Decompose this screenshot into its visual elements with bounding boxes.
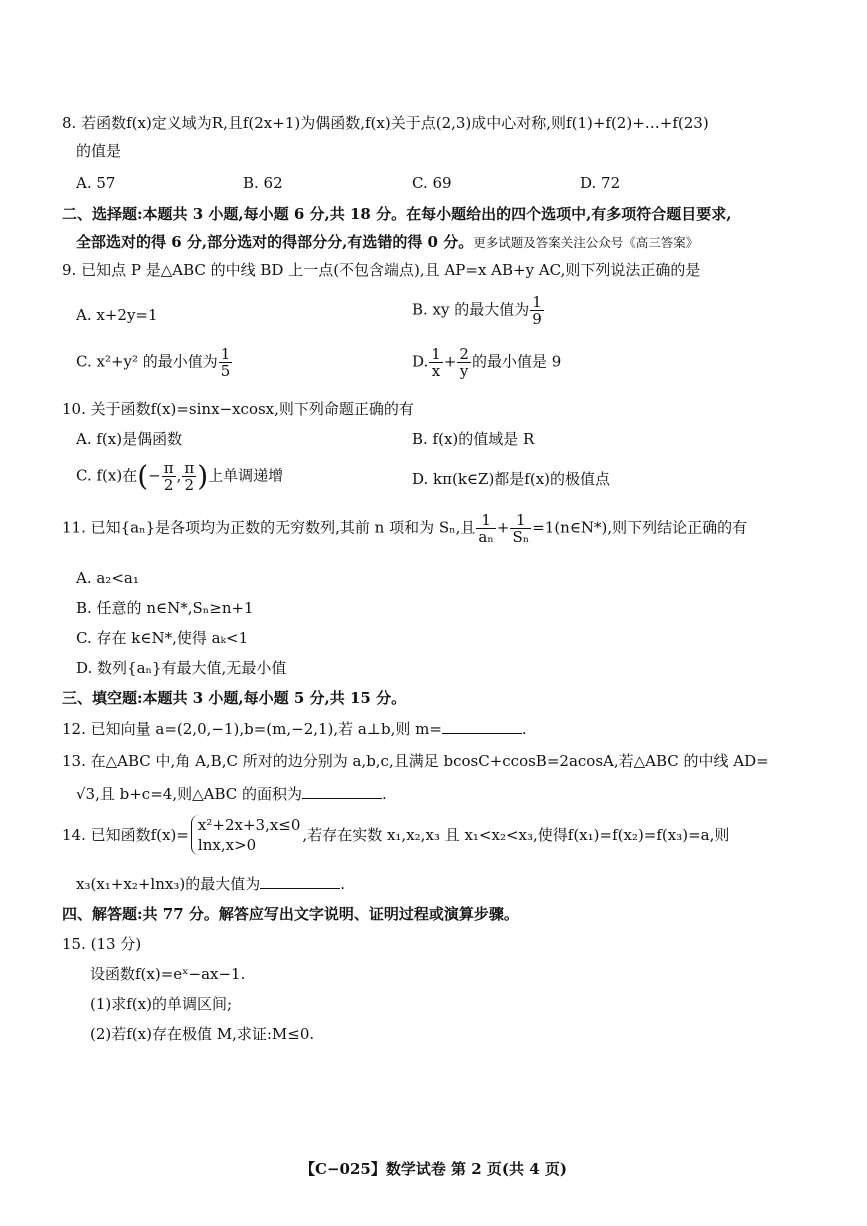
q9-option-d-text: 的最小值是 9: [471, 352, 562, 371]
q10-c-numerator-2: π: [184, 459, 195, 477]
q14-text: x₃(x₁+x₂+lnx₃)的最大值为: [76, 875, 261, 893]
q11-numerator-1: 1: [476, 512, 495, 529]
q9-b-denominator: 9: [532, 310, 542, 328]
page-footer: 【C−025】数学试卷 第 2 页(共 4 页): [300, 1160, 567, 1178]
q13-end: .: [382, 785, 387, 803]
q15-part1: (1)求f(x)的单调区间;: [90, 995, 233, 1013]
q9-d-fraction-1: [429, 346, 443, 379]
q9-d-denominator-1: x: [431, 362, 441, 380]
q12-end: .: [521, 720, 527, 738]
q11-stem-prefix: 11. 已知{aₙ}是各项均为正数的无穷数列,其前 n 项和为 Sₙ,且: [62, 518, 476, 537]
q10-c-numerator-1: π: [163, 459, 174, 477]
q9-option-b-fraction: [530, 294, 544, 327]
q14-piece-1: x²+2x+3,x≤0: [197, 816, 301, 834]
q13-stem-line2: [76, 783, 387, 805]
q10-c-fraction-1: [162, 460, 176, 493]
q12-stem: [62, 718, 527, 740]
section2-heading-line2: [76, 231, 698, 254]
section2-note: 更多试题及答案关注公众号《高三答案》: [473, 235, 699, 250]
q9-d-numerator-1: 1: [431, 345, 441, 363]
q10-right-paren: ): [197, 459, 209, 493]
q10-c-fraction-2: [182, 460, 196, 493]
q9-option-c: [76, 346, 233, 379]
q9-option-c-fraction: [219, 346, 233, 379]
q9-d-plus: +: [443, 352, 457, 371]
q9-d-denominator-2: y: [459, 362, 469, 380]
q11-denominator-1: aₙ: [478, 528, 494, 546]
q10-c-denominator-1: 2: [163, 476, 174, 494]
q11-plus: +: [496, 518, 510, 537]
section2-heading-line1: 二、选择题:本题共 3 小题,每小题 6 分,共 18 分。在每小题给出的四个选项中,有多项符合题目要求,: [62, 205, 732, 223]
q10-left-paren: (: [137, 459, 149, 493]
q8-option-c: C. 69: [412, 174, 452, 192]
q10-option-a: A. f(x)是偶函数: [76, 430, 183, 448]
q14-end: .: [340, 875, 345, 893]
q10-option-d: D. kπ(k∈Z)都是f(x)的极值点: [412, 470, 611, 488]
q10-option-b: B. f(x)的值域是 R: [412, 430, 535, 448]
q9-b-numerator: 1: [532, 293, 542, 311]
q10-stem: 10. 关于函数f(x)=sinx−xcosx,则下列命题正确的有: [62, 400, 414, 418]
q8-stem-line1: 8. 若函数f(x)定义域为R,且f(2x+1)为偶函数,f(x)关于点(2,3)成中心对称,则f(1)+f(2)+…+f(23): [62, 114, 709, 132]
q11-option-a: A. a₂<a₁: [76, 569, 139, 587]
q10-option-c-text: C. f(x)在: [76, 466, 138, 485]
q14-suffix: ,若存在实数 x₁,x₂,x₃ 且 x₁<x₂<x₃,使得f(x₁)=f(x₂)=f(x₃)=a,则: [302, 826, 730, 844]
q8-option-b: B. 62: [243, 174, 283, 192]
q11-denominator-2: Sₙ: [512, 528, 530, 546]
q14-stem-line2: [76, 873, 345, 895]
q9-option-d: [412, 346, 561, 379]
q11-numerator-2: 1: [510, 512, 531, 529]
q9-option-b-text: B. xy 的最大值为: [412, 300, 530, 319]
q9-option-d-label: D.: [412, 352, 429, 371]
q11-fraction-2: [510, 512, 531, 545]
section4-heading: 四、解答题:共 77 分。解答应写出文字说明、证明过程或演算步骤。: [62, 905, 519, 923]
q14-stem: [62, 815, 729, 855]
q14-answer-blank: [260, 874, 340, 889]
q15-part2: (2)若f(x)存在极值 M,求证:M≤0.: [90, 1025, 315, 1043]
q10-c-denominator-2: 2: [184, 476, 195, 494]
q10-option-c-suffix: 上单调递增: [208, 466, 284, 485]
q11-option-c: C. 存在 k∈N*,使得 aₖ<1: [76, 629, 249, 647]
q12-answer-blank: [442, 719, 522, 734]
q9-d-numerator-2: 2: [459, 345, 469, 363]
q9-option-b: [412, 294, 545, 327]
q9-d-fraction-2: [457, 346, 471, 379]
q11-stem-suffix: =1(n∈N*),则下列结论正确的有: [532, 518, 748, 537]
q14-piecewise: [191, 815, 301, 855]
q9-stem: 9. 已知点 P 是△ABC 的中线 BD 上一点(不包含端点),且 AP=x AB+y AC,则下列说法正确的是: [62, 261, 701, 279]
q12-text: 12. 已知向量 a=(2,0,−1),b=(m,−2,1),若 a⊥b,则 m=: [62, 720, 442, 738]
q9-c-numerator: 1: [220, 345, 231, 363]
q15-heading: 15. (13 分): [62, 935, 142, 953]
q11-option-d: D. 数列{aₙ}有最大值,无最小值: [76, 659, 287, 677]
q9-c-denominator: 5: [220, 362, 231, 380]
section3-heading: 三、填空题:本题共 3 小题,每小题 5 分,共 15 分。: [62, 689, 407, 707]
q8-stem-line2: 的值是: [76, 142, 122, 160]
q13-answer-blank: [302, 784, 382, 799]
q10-neg-sign: −: [148, 466, 161, 485]
q13-text: √3,且 b+c=4,则△ABC 的面积为: [76, 785, 303, 803]
q11-stem: [62, 512, 747, 545]
q9-option-a: A. x+2y=1: [76, 306, 158, 324]
q10-comma: ,: [176, 466, 182, 485]
q11-fraction-1: [476, 512, 495, 545]
q8-option-a: A. 57: [76, 174, 116, 192]
q9-option-c-text: C. x²+y² 的最小值为: [76, 352, 218, 371]
q14-piece-2: lnx,x>0: [197, 836, 257, 854]
q8-option-d: D. 72: [580, 174, 621, 192]
q11-option-b: B. 任意的 n∈N*,Sₙ≥n+1: [76, 599, 254, 617]
q13-stem-line1: 13. 在△ABC 中,角 A,B,C 所对的边分别为 a,b,c,且满足 bcosC+ccosB=2acosA,若△ABC 的中线 AD=: [62, 752, 769, 770]
q15-stem: 设函数f(x)=eˣ−ax−1.: [90, 965, 246, 983]
q14-prefix: 14. 已知函数f(x)=: [62, 826, 189, 844]
section2-rule-text: 全部选对的得 6 分,部分选对的得部分分,有选错的得 0 分。: [76, 233, 474, 251]
q10-option-c: [76, 460, 283, 493]
